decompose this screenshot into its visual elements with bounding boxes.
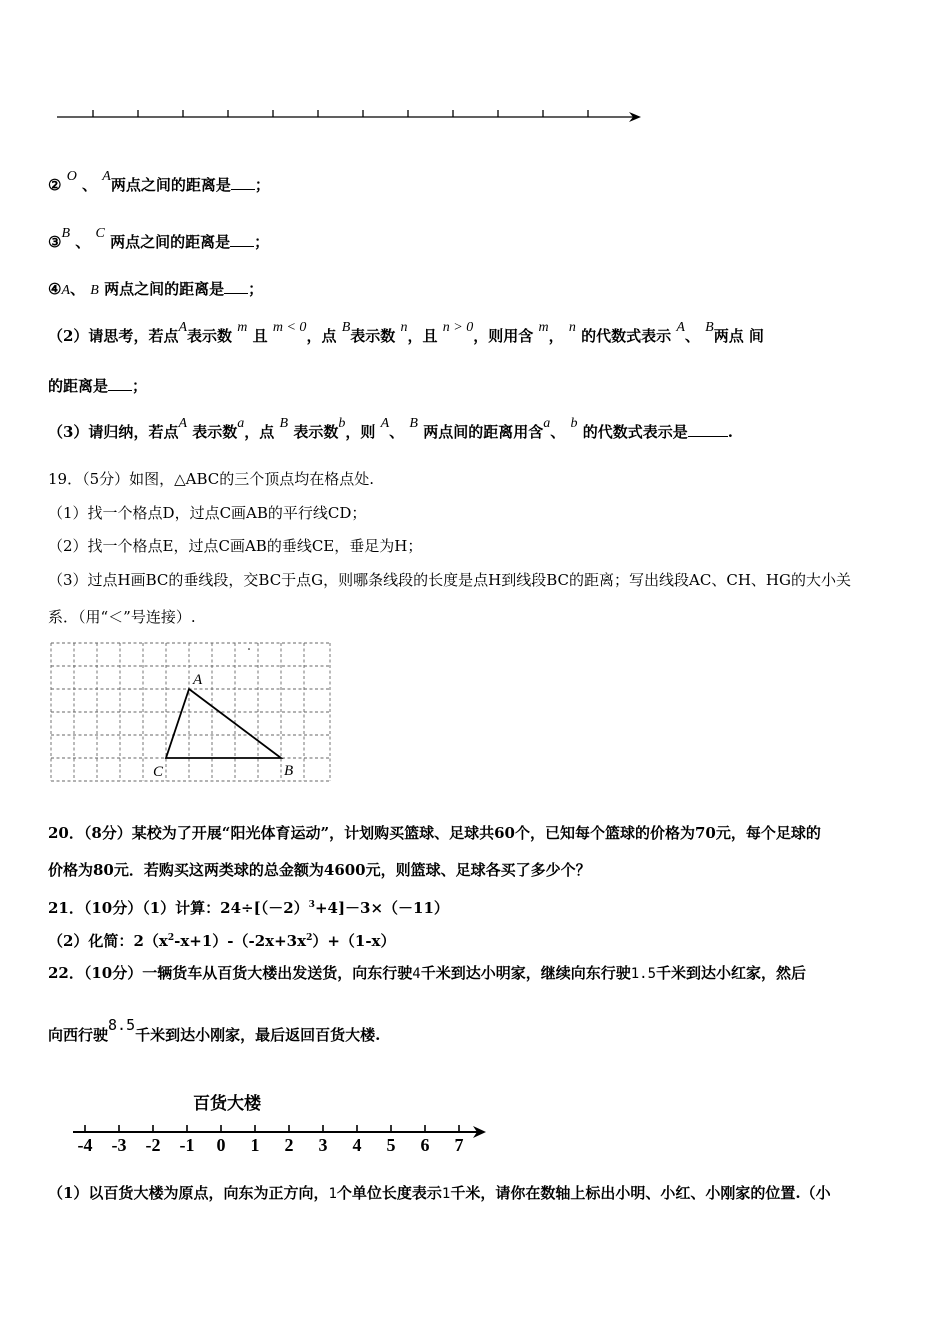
text: （1）以百货大楼为原点，向东为正方向， — [48, 1184, 329, 1202]
text: ， — [548, 327, 564, 345]
answer-blank[interactable] — [231, 175, 255, 190]
vertex-label-c: C — [153, 764, 164, 780]
variable: m — [538, 320, 549, 335]
point-label: C — [95, 226, 105, 241]
axis-tick-label: -1 — [179, 1135, 195, 1155]
separator: 、 — [684, 327, 700, 345]
value: 1 — [441, 1186, 451, 1202]
q18-item-4 — [48, 279, 263, 301]
text: 表示数 — [293, 423, 339, 441]
vertex-label-a: A — [193, 672, 203, 688]
point-label: B — [90, 283, 99, 298]
exponent: 2 — [306, 933, 313, 943]
point-label: B — [705, 320, 714, 335]
text: 22．（10分）一辆货车从百货大楼出发送货，向东行驶 — [48, 964, 413, 982]
text: +4]－3×（－11） — [314, 899, 449, 917]
text: 的代数式表示是 — [582, 423, 688, 441]
text: ，点 — [244, 423, 275, 441]
axis-tick-label: 2 — [284, 1135, 294, 1155]
axis-tick-label: 5 — [386, 1135, 396, 1155]
point-label: A — [676, 320, 685, 335]
exponent: 3 — [308, 900, 315, 910]
axis-title: 百货大楼 — [193, 1094, 261, 1114]
axis-tick-label: -3 — [111, 1135, 127, 1155]
text: 个单位长度表示 — [336, 1184, 442, 1202]
punctuation: ； — [254, 233, 270, 251]
text: 千米到达小明家，继续向东行驶 — [420, 964, 631, 982]
text: 千米，请你在数轴上标出小明、小红、小刚家的位置.（小 — [450, 1184, 831, 1202]
point-label: A — [102, 169, 111, 184]
q21-line-2 — [48, 928, 396, 951]
point-label: B — [61, 226, 71, 241]
value: 1 — [328, 1186, 337, 1202]
q19-step-1: （1）找一个格点D，过点C画AB的平行线CD； — [48, 504, 367, 522]
q18-part-2-line-2 — [48, 376, 147, 396]
variable: n — [568, 320, 576, 335]
q18-item-3 — [48, 226, 270, 254]
triangle-abc — [166, 689, 281, 758]
q21-line-1 — [48, 895, 449, 918]
point-label: A — [380, 416, 390, 431]
answer-blank[interactable] — [688, 422, 728, 437]
axis-tick-label: 6 — [420, 1135, 430, 1155]
q19-step-2: （2）找一个格点E，过点C画AB的垂线CE，垂足为H； — [48, 537, 423, 555]
separator: 、 — [82, 176, 98, 194]
text: -x+1）-（-2x+3x — [174, 932, 307, 950]
point-label: B — [279, 416, 289, 431]
q19-step-3-cont: 系．（用“＜”号连接）. — [48, 608, 196, 626]
answer-blank[interactable] — [108, 376, 132, 391]
text: ）+（1-x） — [312, 932, 396, 950]
variable: a — [543, 416, 551, 431]
condition: m < 0 — [272, 320, 307, 335]
axis-tick-label: -2 — [145, 1135, 161, 1155]
text: 21．（10分）（1）计算：24÷[（－2） — [48, 899, 309, 917]
punctuation: ； — [248, 280, 264, 298]
point-label: A — [61, 283, 71, 298]
q19-title: 19．（5分）如图，△ABC的三个顶点均在格点处. — [48, 470, 375, 488]
exponent: 2 — [167, 933, 175, 943]
vertex-label-b: B — [284, 763, 294, 779]
point-label: B — [341, 320, 351, 335]
q18-part-2 — [48, 320, 764, 348]
item-text: 两点之间的距离是 — [110, 233, 231, 251]
value: 8.5 — [108, 1016, 136, 1034]
text: ，点 — [306, 327, 337, 345]
item-text: 两点之间的距离是 — [104, 280, 225, 298]
variable: n — [400, 320, 408, 335]
axis-tick-label: 7 — [454, 1135, 464, 1155]
q18-item-2 — [48, 169, 270, 197]
axis-tick-label: 4 — [352, 1135, 362, 1155]
item-number: ② — [48, 176, 62, 194]
axis-tick-label: 3 — [318, 1135, 328, 1155]
point-label: A — [178, 320, 188, 335]
value: 1.5 — [630, 966, 657, 982]
text: ，则 — [345, 423, 376, 441]
punctuation: ； — [254, 176, 270, 194]
text: 表示数 — [187, 327, 233, 345]
axis-tick-label: 1 — [250, 1135, 260, 1155]
answer-blank[interactable] — [224, 279, 248, 294]
department-store-number-line — [70, 1088, 495, 1160]
top-number-line — [55, 105, 645, 127]
answer-blank[interactable] — [230, 232, 254, 247]
text: 千米到达小刚家，最后返回百货大楼. — [135, 1026, 381, 1044]
text: 的代数式表示 — [581, 327, 672, 345]
q22-step-1 — [48, 1183, 831, 1204]
separator: 、 — [75, 233, 91, 251]
q22-line-1 — [48, 963, 806, 984]
q18-part-3 — [48, 416, 733, 444]
condition: n > 0 — [442, 320, 474, 335]
text: 两点 间 — [713, 327, 764, 345]
text: 两点间的距离用含 — [423, 423, 544, 441]
item-number: ③ — [48, 233, 62, 251]
text: 向西行驶 — [48, 1026, 109, 1044]
point-label: B — [409, 416, 418, 431]
q19-step-3: （3）过点H画BC的垂线段，交BC于点G，则哪条线段的长度是点H到线段BC的距离；写出线段AC、CH、HG的大小关 — [48, 571, 851, 589]
text: （2）化简：2（x — [48, 932, 168, 950]
separator: 、 — [550, 423, 566, 441]
variable: b — [338, 416, 346, 431]
axis-tick-label: 0 — [216, 1135, 226, 1155]
separator: 、 — [389, 423, 405, 441]
point-label: A — [178, 416, 188, 431]
grid-triangle-figure — [50, 642, 332, 784]
text: ，则用含 — [473, 327, 534, 345]
punctuation: ； — [132, 377, 148, 395]
variable: m — [237, 320, 248, 335]
text: 千米到达小红家，然后 — [656, 964, 807, 982]
text: 表示数 — [192, 423, 238, 441]
text: （2）请思考，若点 — [48, 327, 179, 345]
punctuation: . — [727, 423, 733, 441]
item-number: ④ — [48, 280, 62, 298]
q22-line-2 — [48, 1016, 381, 1045]
point-label: O — [66, 169, 77, 184]
value: 4 — [412, 966, 421, 982]
text: 表示数 — [350, 327, 396, 345]
text: ，且 — [407, 327, 438, 345]
separator: 、 — [70, 280, 86, 298]
text: 的距离是 — [48, 377, 109, 395]
axis-tick-label: -4 — [77, 1135, 93, 1155]
variable: a — [237, 416, 245, 431]
variable: b — [570, 416, 578, 431]
text: 且 — [252, 327, 268, 345]
q20-line-1: 20．（8分）某校为了开展“阳光体育运动”，计划购买篮球、足球共60个，已知每个篮球的价格为70元，每个足球的 — [48, 824, 821, 842]
text: （3）请归纳，若点 — [48, 423, 179, 441]
q20-line-2: 价格为80元．若购买这两类球的总金额为4600元，则篮球、足球各买了多少个？ — [48, 861, 591, 879]
item-text: 两点之间的距离是 — [110, 176, 231, 194]
